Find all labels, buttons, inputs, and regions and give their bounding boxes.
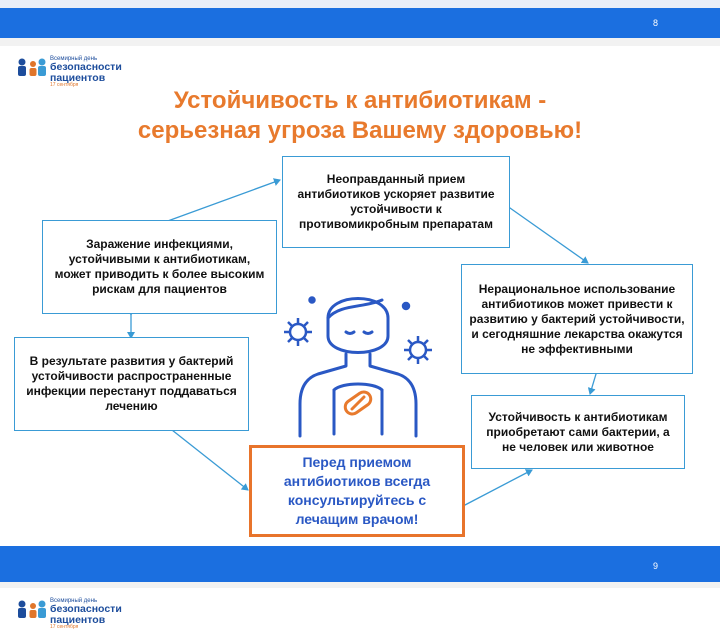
box-infections-untreatable: В результате развития у бактерий устойчивости распространенные инфекции перестанут поддаваться лечению xyxy=(14,337,249,431)
logo-line1-next: Всемирный день xyxy=(50,598,98,604)
person-with-pill-icon xyxy=(282,278,434,438)
box-consult-doctor: Перед приемом антибиотиков всегда консультируйтесь с лечащим врачом! xyxy=(249,445,465,537)
page-number-top: 8 xyxy=(652,18,658,28)
arrow-left-to-advice xyxy=(172,430,248,490)
title-line1: Устойчивость к антибиотикам - xyxy=(173,87,547,114)
arrow-right-vertical xyxy=(590,374,596,394)
logo-next xyxy=(14,598,154,628)
logo-text-next xyxy=(50,598,122,630)
arrow-advice-to-right xyxy=(465,470,532,505)
logo-line3: пациентов xyxy=(50,71,106,84)
logo-line4: 17 сентября xyxy=(50,82,79,88)
arrow-left-top-to-top xyxy=(165,180,280,222)
box-unjustified-use: Неоправданный прием антибиотиков ускоряет развитие устойчивости к противомикробным препаратам xyxy=(282,156,510,248)
logo-line2-next: безопасности xyxy=(50,603,122,615)
bacteria-icon xyxy=(284,298,432,365)
page-number-bottom: 9 xyxy=(652,561,658,571)
logo-line4-next: 17 сентября xyxy=(50,624,79,630)
logo-line1: Всемирный день xyxy=(50,56,98,62)
logo-line2: безопасности xyxy=(50,61,122,73)
arrow-top-to-right xyxy=(510,208,588,263)
logo-line3-next: пациентов xyxy=(50,613,106,626)
title-line2: серьезная угроза Вашему здоровью! xyxy=(137,117,583,144)
next-slide-preview xyxy=(0,588,720,636)
box-infection-risk: Заражение инфекциями, устойчивыми к антибиотикам, может приводить к более высоким рискам для пациентов xyxy=(42,220,277,314)
logo-icon xyxy=(14,598,48,622)
box-bacteria-resistance: Устойчивость к антибиотикам приобретают сами бактерии, а не человек или животное xyxy=(471,395,685,469)
box-irrational-use: Нерациональное использование антибиотиков может привести к развитию у бактерий устойчивости, и сегодняшние лекарства окажутся не эффективными xyxy=(461,264,693,374)
bottom-bar xyxy=(0,546,720,582)
